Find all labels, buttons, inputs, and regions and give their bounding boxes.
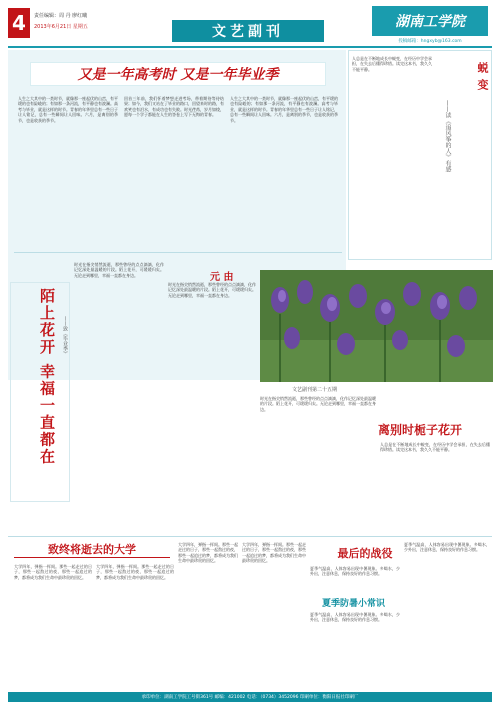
header-rule bbox=[8, 46, 492, 48]
divider bbox=[14, 252, 342, 253]
poem-title: 元 由 bbox=[210, 272, 234, 283]
bottom-mid-col2: 大学四年，弹指一挥间。那些一起走过的日子，那些一起熬过的夜，那些一起追过的梦，都将成为我们生命中最珍贵的回忆。 bbox=[242, 542, 306, 564]
submission-email: 投稿邮箱：hngxyb@163.com bbox=[398, 39, 462, 44]
feature-body-col3: 人生之大其中的一类时节，就像那一座起伏的山峦，有平缓的也有险峻的；有如那一条河流，有平静也有波澜。高考与毕业，就是这样的时节。青春的年华里总有一些日子让人铭记，总有一些瞬间让人回味。六月，是离别的季节，也是收获的季节。 bbox=[230, 96, 338, 123]
tips-title: 夏季防暑小常识 bbox=[322, 599, 386, 609]
side-title: 蜕变 bbox=[476, 62, 489, 96]
editor-line: 责任编辑：周 丹 廖红曦 bbox=[34, 13, 88, 19]
mid-right-col1: 时光在指尖悄然流逝，那些曾经的点点滴滴，化作记忆深处最温暖的片段。陌上花开，可缓缓归矣。无论走到哪里，幸福一直都在身边。 bbox=[260, 396, 376, 412]
bottom-right-title: 最后的战役 bbox=[337, 547, 393, 560]
footer: 承印单位：湖南工学院工号街361号 邮编：421002 电话：（0734）3452096 印刷单位：衡阳日报社印刷厂 bbox=[8, 692, 492, 702]
mid-banner-title: 离别时栀子花开 bbox=[377, 422, 462, 437]
side-body: 人总是在不断地成长中蜕变，在经历中学会承担，在失去后懂得珍惜。读完这本书，我久久不能平静。 bbox=[352, 56, 432, 72]
flower-photo bbox=[260, 270, 493, 382]
newspaper-logo: 湖南工学院 bbox=[372, 6, 488, 36]
bottom-left-col1: 大学四年，弹指一挥间。那些一起走过的日子，那些一起熬过的夜，那些一起追过的梦，都将成为我们生命中最珍贵的回忆。 bbox=[14, 564, 92, 580]
bottom-right-body2: 夏季气温高，人体容易出现中暑现象。多喝水，少外出，注意休息，保持良好的作息习惯。 bbox=[310, 612, 400, 623]
section-band: 文艺副刊 bbox=[172, 20, 324, 42]
date-line: 2013年6月21日 星期五 bbox=[34, 24, 88, 30]
mid-right-col2: 人总是在不断地成长中蜕变，在经历中学会承担，在失去后懂得珍惜。读完这本书，我久久不能平静。 bbox=[380, 442, 490, 453]
feature-body-col1: 人生之大其中的一类时节，就像那一座起伏的山峦，有平缓的也有险峻的；有如那一条河流，有平静也有波澜。高考与毕业，就是这样的时节。青春的年华里总有一些日子让人铭记，总有一些瞬间让人回味。六月，是离别的季节，也是收获的季节。 bbox=[18, 96, 118, 123]
bottom-right-body1: 夏季气温高，人体容易出现中暑现象。多喝水，少外出，注意休息，保持良好的作息习惯。 bbox=[310, 566, 400, 577]
mid-body-col1: 时光在指尖悄然流逝，那些曾经的点点滴滴，化作记忆深处最温暖的片段。陌上花开，可缓缓归矣。无论走到哪里，幸福一直都在身边。 bbox=[74, 262, 164, 278]
bottom-left-col2: 大学四年，弹指一挥间。那些一起走过的日子，那些一起熬过的夜，那些一起追过的梦，都将成为我们生命中最珍贵的回忆。 bbox=[96, 564, 174, 580]
bottom-mid-col1: 大学四年，弹指一挥间。那些一起走过的日子，那些一起熬过的夜，那些一起追过的梦，都将成为我们生命中最珍贵的回忆。 bbox=[178, 542, 238, 564]
vertical-author: ——致《毕业季》 bbox=[62, 316, 68, 356]
side-subtitle: ——读《追风筝的人》有感 bbox=[444, 100, 451, 172]
mid-body-col2: 时光在指尖悄然流逝，那些曾经的点点滴滴，化作记忆深处最温暖的片段。陌上花开，可缓缓归矣。无论走到哪里，幸福一直都在身边。 bbox=[168, 282, 256, 298]
spacer bbox=[350, 262, 490, 264]
vertical-headline: 陌上花开 幸福一直都在 bbox=[38, 288, 56, 466]
page-number: 4 bbox=[8, 8, 30, 38]
feature-headline: 又是一年高考时 又是一年毕业季 bbox=[30, 62, 326, 86]
bottom-right-col2: 夏季气温高，人体容易出现中暑现象。多喝水，少外出，注意休息，保持良好的作息习惯。 bbox=[404, 542, 490, 553]
divider bbox=[8, 536, 492, 537]
photo-caption: 文艺副刊第二十五期 bbox=[292, 387, 338, 393]
feature-body-col2: 回首三年前，我们怀着梦想走进考场，带着期待等待结果；如今，我们又站在了毕业的路口，回望来时的路，有欢笑也有泪水，有成功也有失败。时光荏苒，岁月如梭，愿每一个学子都能在人生的答卷上写下无悔的青春。 bbox=[124, 96, 224, 118]
bottom-left-title: 致终将逝去的大学 bbox=[14, 540, 170, 558]
